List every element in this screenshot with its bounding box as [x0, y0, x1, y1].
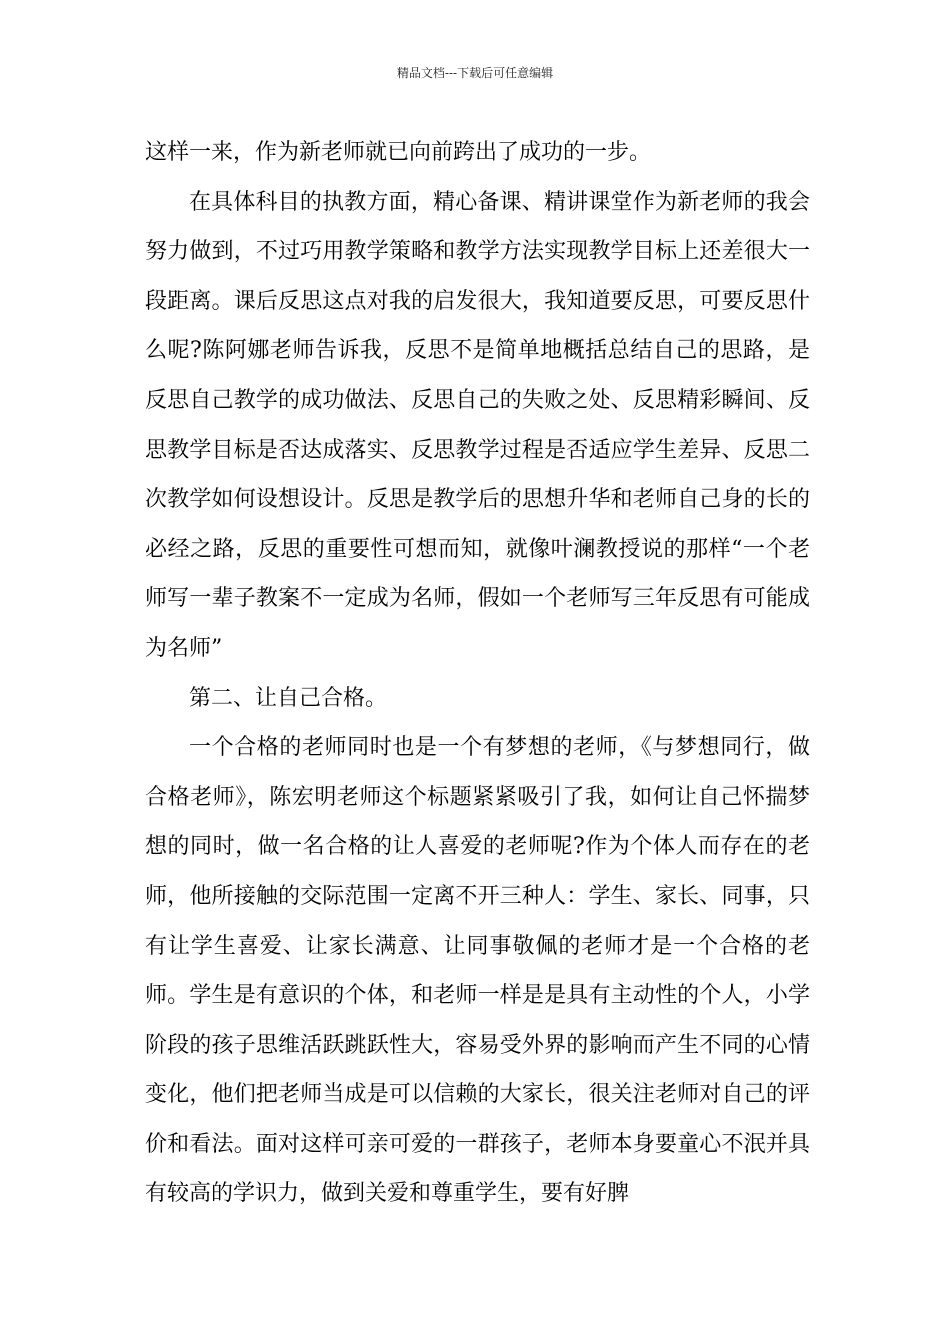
page-header: 精品文档---下载后可任意编辑	[396, 66, 554, 80]
paragraph: 一个合格的老师同时也是一个有梦想的老师，《与梦想同行，做合格老师》，陈宏明老师这个标题紧紧吸引了我，如何让自己怀揣梦想的同时，做一名合格的让人喜爱的老师呢?作为个体人而存在的老师，他所接触的交际范围一定离不开三种人：学生、家长、同事，只有让学生喜爱、让家长满意、让同事敬佩的老师才是一个合格的老师。学生是有意识的个体，和老师一样是是具有主动性的个人，小学阶段的孩子思维活跃跳跃性大，容易受外界的影响而产生不同的心情变化，他们把老师当成是可以信赖的大家长，很关注老师对自己的评价和看法。面对这样可亲可爱的一群孩子，老师本身要童心不泯并具有较高的学识力，做到关爱和尊重学生，要有好脾	[145, 735, 810, 1207]
section-heading: 第二、让自己合格。	[189, 685, 388, 711]
paragraph: 在具体科目的执教方面，精心备课、精讲课堂作为新老师的我会努力做到，不过巧用教学策略和教学方法实现教学目标上还差很大一段距离。课后反思这点对我的启发很大，我知道要反思，可要反思什么呢?陈阿娜老师告诉我，反思不是简单地概括总结自己的思路，是反思自己教学的成功做法、反思自己的失败之处、反思精彩瞬间、反思教学目标是否达成落实、反思教学过程是否适应学生差异、反思二次教学如何设想设计。反思是教学后的思想升华和老师自己身的长的必经之路，反思的重要性可想而知，就像叶澜教授说的那样“一个老师写一辈子教案不一定成为名师，假如一个老师写三年反思有可能成为名师”	[145, 189, 810, 661]
paragraph: 这样一来，作为新老师就已向前跨出了成功的一步。	[145, 140, 652, 165]
document-body	[145, 128, 810, 1219]
